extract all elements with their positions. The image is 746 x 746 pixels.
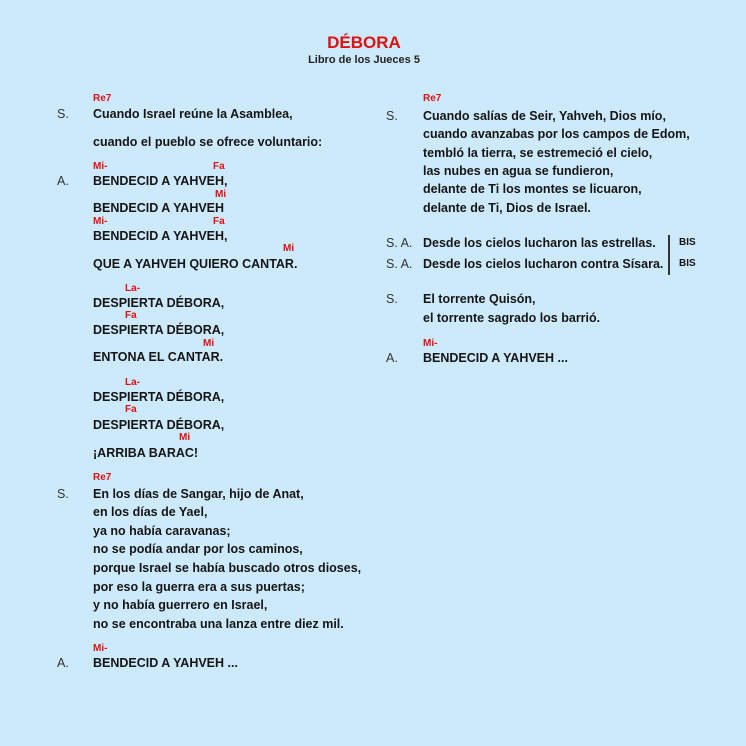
lyric-line: En los días de Sangar, hijo de Anat, — [93, 487, 304, 501]
chord: Re7 — [423, 93, 442, 104]
role-label: S. — [386, 292, 398, 306]
chord: Fa — [213, 216, 225, 227]
chord: Mi — [203, 338, 215, 349]
chord: Mi — [179, 432, 191, 443]
chord: La- — [125, 377, 140, 388]
lyric-line: el torrente sagrado los barrió. — [423, 311, 601, 325]
chord: Mi- — [93, 216, 108, 227]
lyric-line: delante de Ti, Dios de Israel. — [423, 201, 591, 215]
lyric-line: Cuando salías de Seir, Yahveh, Dios mío, — [423, 109, 666, 123]
refrain-line: QUE A YAHVEH QUIERO CANTAR. — [93, 257, 298, 271]
chord: Mi- — [93, 161, 108, 172]
chord: Fa — [125, 404, 137, 415]
chord: La- — [125, 283, 140, 294]
lyric-line: no se encontraba una lanza entre diez mil. — [93, 617, 344, 631]
lyric-line: Desde los cielos lucharon contra Sísara. — [423, 257, 664, 271]
refrain-line: ENTONA EL CANTAR. — [93, 350, 224, 364]
refrain-line: DESPIERTA DÉBORA, — [93, 296, 225, 310]
lyric-line: cuando el pueblo se ofrece voluntario: — [93, 135, 323, 149]
lyric-line: porque Israel se había buscado otros dioses, — [93, 561, 362, 575]
lyric-line: por eso la guerra era a sus puertas; — [93, 580, 305, 594]
chord: Mi- — [93, 643, 108, 654]
role-label: S. — [386, 109, 398, 123]
lyric-line: no se podía andar por los caminos, — [93, 542, 303, 556]
refrain-line: DESPIERTA DÉBORA, — [93, 418, 225, 432]
chord: Fa — [213, 161, 225, 172]
lyric-line: y no había guerrero en Israel, — [93, 598, 268, 612]
role-label: A. — [57, 174, 69, 188]
lyric-line: en los días de Yael, — [93, 505, 208, 519]
refrain-line: DESPIERTA DÉBORA, — [93, 390, 225, 404]
chord: Mi — [283, 243, 295, 254]
role-label: S. A. — [386, 236, 413, 250]
refrain-line: BENDECID A YAHVEH ... — [423, 351, 568, 365]
lyric-line: Desde los cielos lucharon las estrellas. — [423, 236, 656, 250]
role-label: S. A. — [386, 257, 413, 271]
refrain-line: BENDECID A YAHVEH, — [93, 229, 228, 243]
refrain-line: BENDECID A YAHVEH — [93, 201, 225, 215]
refrain-line: BENDECID A YAHVEH, — [93, 174, 228, 188]
refrain-line: DESPIERTA DÉBORA, — [93, 323, 225, 337]
lyric-line: ya no había caravanas; — [93, 524, 231, 538]
chord: Mi- — [423, 338, 438, 349]
bis-mark: BIS — [679, 237, 696, 248]
bis-mark: BIS — [679, 258, 696, 269]
repeat-bracket — [668, 235, 670, 275]
chord: Re7 — [93, 93, 112, 104]
role-label: A. — [386, 351, 398, 365]
refrain-line: ¡ARRIBA BARAC! — [93, 446, 199, 460]
role-label: S. — [57, 487, 69, 501]
lyric-line: tembló la tierra, se estremeció el cielo, — [423, 146, 653, 160]
lyric-line: cuando avanzabas por los campos de Edom, — [423, 127, 690, 141]
song-subtitle: Libro de los Jueces 5 — [308, 54, 420, 66]
lyric-line: las nubes en agua se fundieron, — [423, 164, 614, 178]
song-title: DÉBORA — [327, 33, 401, 52]
chord: Re7 — [93, 472, 112, 483]
role-label: S. — [57, 107, 69, 121]
refrain-line: BENDECID A YAHVEH ... — [93, 656, 238, 670]
role-label: A. — [57, 656, 69, 670]
chord: Fa — [125, 310, 137, 321]
lyric-line: Cuando Israel reúne la Asamblea, — [93, 107, 293, 121]
chord: Mi — [215, 189, 227, 200]
lyric-line: delante de Ti los montes se licuaron, — [423, 182, 642, 196]
lyric-line: El torrente Quisón, — [423, 292, 536, 306]
